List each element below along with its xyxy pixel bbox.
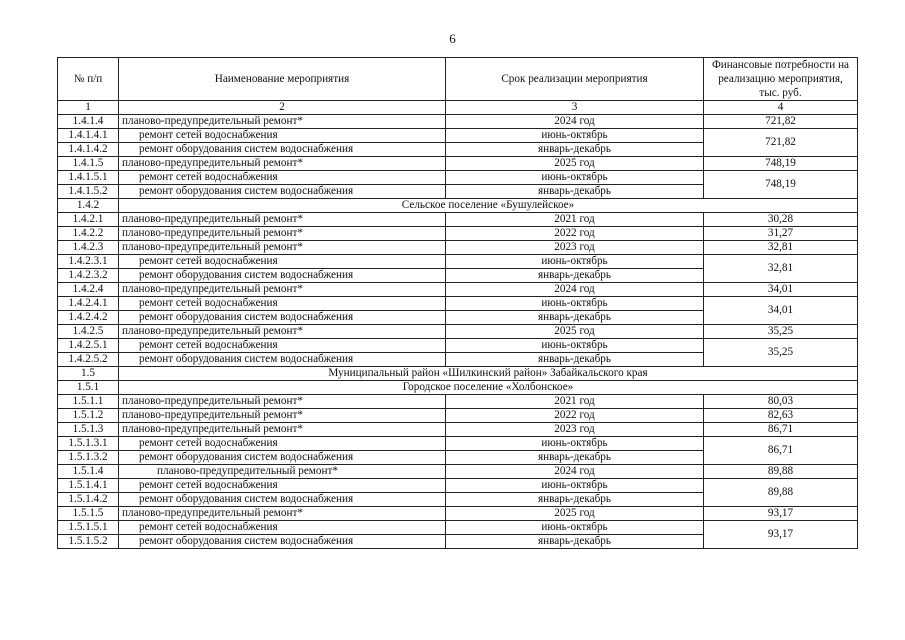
- section-row: [58, 199, 858, 213]
- table-header-row: [58, 58, 858, 101]
- measure-name: планово-предупредительный ремонт*: [119, 115, 446, 129]
- measure-term: июнь-октябрь: [446, 521, 704, 535]
- row-number: 1.5.1.3.2: [58, 451, 119, 465]
- measure-name: планово-предупредительный ремонт*: [119, 507, 446, 521]
- finance-value: 93,17: [704, 521, 858, 549]
- section-title: Сельское поселение «Бушулейское»: [119, 199, 858, 213]
- finance-value: 34,01: [704, 297, 858, 325]
- table-row: [58, 297, 858, 311]
- measure-name: планово-предупредительный ремонт*: [119, 283, 446, 297]
- header-term: Срок реализации мероприятия: [446, 58, 704, 101]
- measure-term: июнь-октябрь: [446, 255, 704, 269]
- measure-term: 2021 год: [446, 213, 704, 227]
- finance-value: 32,81: [704, 255, 858, 283]
- measure-name: планово-предупредительный ремонт*: [119, 465, 446, 479]
- table-row: [58, 157, 858, 171]
- finance-value: 721,82: [704, 129, 858, 157]
- row-number: 1.4.2: [58, 199, 119, 213]
- table-row: [58, 507, 858, 521]
- measure-term: январь-декабрь: [446, 143, 704, 157]
- measure-term: 2022 год: [446, 409, 704, 423]
- col-number-2: 2: [119, 101, 446, 115]
- measure-term: январь-декабрь: [446, 311, 704, 325]
- measure-name: планово-предупредительный ремонт*: [119, 423, 446, 437]
- row-number: 1.4.2.3.2: [58, 269, 119, 283]
- table-row: [58, 227, 858, 241]
- measure-term: 2024 год: [446, 465, 704, 479]
- column-number-row: [58, 101, 858, 115]
- table-row: [58, 115, 858, 129]
- finance-value: 35,25: [704, 339, 858, 367]
- col-number-4: 4: [704, 101, 858, 115]
- table-row: [58, 395, 858, 409]
- measure-term: 2024 год: [446, 115, 704, 129]
- row-number: 1.5.1.4.2: [58, 493, 119, 507]
- row-number: 1.4.2.5.2: [58, 353, 119, 367]
- measure-term: январь-декабрь: [446, 451, 704, 465]
- measure-term: январь-декабрь: [446, 493, 704, 507]
- measure-term: январь-декабрь: [446, 353, 704, 367]
- measure-name: ремонт оборудования систем водоснабжения: [119, 493, 446, 507]
- table-row: [58, 465, 858, 479]
- measure-name: ремонт сетей водоснабжения: [119, 437, 446, 451]
- row-number: 1.4.1.4.1: [58, 129, 119, 143]
- measure-name: ремонт оборудования систем водоснабжения: [119, 143, 446, 157]
- row-number: 1.4.1.4: [58, 115, 119, 129]
- finance-value: 82,63: [704, 409, 858, 423]
- measure-term: 2025 год: [446, 157, 704, 171]
- row-number: 1.4.2.5.1: [58, 339, 119, 353]
- col-number-1: 1: [58, 101, 119, 115]
- row-number: 1.5.1.4: [58, 465, 119, 479]
- finance-value: 89,88: [704, 465, 858, 479]
- measure-term: 2024 год: [446, 283, 704, 297]
- header-finance: Финансовые потребности на реализацию мероприятия, тыс. руб.: [704, 58, 858, 101]
- table-row: [58, 437, 858, 451]
- table-row: [58, 283, 858, 297]
- row-number: 1.4.2.3: [58, 241, 119, 255]
- finance-value: 89,88: [704, 479, 858, 507]
- table-row: [58, 479, 858, 493]
- measure-name: планово-предупредительный ремонт*: [119, 227, 446, 241]
- measure-name: ремонт сетей водоснабжения: [119, 129, 446, 143]
- finance-value: 31,27: [704, 227, 858, 241]
- finance-value: 748,19: [704, 157, 858, 171]
- measure-name: планово-предупредительный ремонт*: [119, 409, 446, 423]
- table-row: [58, 213, 858, 227]
- measure-term: 2023 год: [446, 423, 704, 437]
- section-title: Городское поселение «Холбонское»: [119, 381, 858, 395]
- measure-name: планово-предупредительный ремонт*: [119, 213, 446, 227]
- measure-name: планово-предупредительный ремонт*: [119, 157, 446, 171]
- measure-name: ремонт сетей водоснабжения: [119, 521, 446, 535]
- section-title: Муниципальный район «Шилкинский район» Забайкальского края: [119, 367, 858, 381]
- row-number: 1.4.2.4.1: [58, 297, 119, 311]
- measure-term: январь-декабрь: [446, 185, 704, 199]
- table-row: [58, 241, 858, 255]
- measure-name: ремонт сетей водоснабжения: [119, 171, 446, 185]
- measure-term: 2025 год: [446, 325, 704, 339]
- measure-name: ремонт оборудования систем водоснабжения: [119, 311, 446, 325]
- table-row: [58, 171, 858, 185]
- finance-value: 86,71: [704, 423, 858, 437]
- measure-name: ремонт сетей водоснабжения: [119, 297, 446, 311]
- measure-term: 2021 год: [446, 395, 704, 409]
- finance-value: 721,82: [704, 115, 858, 129]
- section-row: [58, 367, 858, 381]
- row-number: 1.5.1.3: [58, 423, 119, 437]
- finance-value: 32,81: [704, 241, 858, 255]
- row-number: 1.4.2.4: [58, 283, 119, 297]
- measure-term: июнь-октябрь: [446, 129, 704, 143]
- row-number: 1.4.1.5.2: [58, 185, 119, 199]
- measure-term: июнь-октябрь: [446, 171, 704, 185]
- measure-term: 2025 год: [446, 507, 704, 521]
- row-number: 1.5.1.4.1: [58, 479, 119, 493]
- finance-value: 35,25: [704, 325, 858, 339]
- table-row: [58, 521, 858, 535]
- measure-term: 2022 год: [446, 227, 704, 241]
- header-number: № п/п: [58, 58, 119, 101]
- measure-term: 2023 год: [446, 241, 704, 255]
- measure-name: ремонт сетей водоснабжения: [119, 339, 446, 353]
- row-number: 1.4.2.4.2: [58, 311, 119, 325]
- measure-name: ремонт оборудования систем водоснабжения: [119, 535, 446, 549]
- measure-name: ремонт оборудования систем водоснабжения: [119, 185, 446, 199]
- table-row: [58, 325, 858, 339]
- row-number: 1.4.2.1: [58, 213, 119, 227]
- row-number: 1.5.1.3.1: [58, 437, 119, 451]
- measure-term: январь-декабрь: [446, 269, 704, 283]
- finance-value: 86,71: [704, 437, 858, 465]
- measure-name: планово-предупредительный ремонт*: [119, 395, 446, 409]
- measure-term: июнь-октябрь: [446, 437, 704, 451]
- table-row: [58, 409, 858, 423]
- row-number: 1.4.2.3.1: [58, 255, 119, 269]
- finance-value: 93,17: [704, 507, 858, 521]
- row-number: 1.4.1.4.2: [58, 143, 119, 157]
- measure-name: ремонт сетей водоснабжения: [119, 479, 446, 493]
- section-row: [58, 381, 858, 395]
- row-number: 1.4.1.5: [58, 157, 119, 171]
- row-number: 1.5: [58, 367, 119, 381]
- measure-name: ремонт оборудования систем водоснабжения: [119, 269, 446, 283]
- measure-term: июнь-октябрь: [446, 297, 704, 311]
- row-number: 1.5.1: [58, 381, 119, 395]
- measure-term: июнь-октябрь: [446, 339, 704, 353]
- row-number: 1.4.2.2: [58, 227, 119, 241]
- row-number: 1.5.1.5.2: [58, 535, 119, 549]
- measure-name: ремонт оборудования систем водоснабжения: [119, 451, 446, 465]
- table-row: [58, 423, 858, 437]
- measure-name: планово-предупредительный ремонт*: [119, 241, 446, 255]
- finance-value: 34,01: [704, 283, 858, 297]
- col-number-3: 3: [446, 101, 704, 115]
- finance-value: 30,28: [704, 213, 858, 227]
- finance-value: 80,03: [704, 395, 858, 409]
- table-row: [58, 129, 858, 143]
- header-name: Наименование мероприятия: [119, 58, 446, 101]
- row-number: 1.4.2.5: [58, 325, 119, 339]
- row-number: 1.5.1.2: [58, 409, 119, 423]
- table-row: [58, 255, 858, 269]
- measure-name: ремонт сетей водоснабжения: [119, 255, 446, 269]
- row-number: 1.5.1.5: [58, 507, 119, 521]
- measure-term: июнь-октябрь: [446, 479, 704, 493]
- measure-name: ремонт оборудования систем водоснабжения: [119, 353, 446, 367]
- table-row: [58, 339, 858, 353]
- row-number: 1.5.1.5.1: [58, 521, 119, 535]
- measures-table: [57, 57, 858, 549]
- row-number: 1.5.1.1: [58, 395, 119, 409]
- measure-term: январь-декабрь: [446, 535, 704, 549]
- finance-value: 748,19: [704, 171, 858, 199]
- measure-name: планово-предупредительный ремонт*: [119, 325, 446, 339]
- page-number: 6: [449, 31, 456, 46]
- row-number: 1.4.1.5.1: [58, 171, 119, 185]
